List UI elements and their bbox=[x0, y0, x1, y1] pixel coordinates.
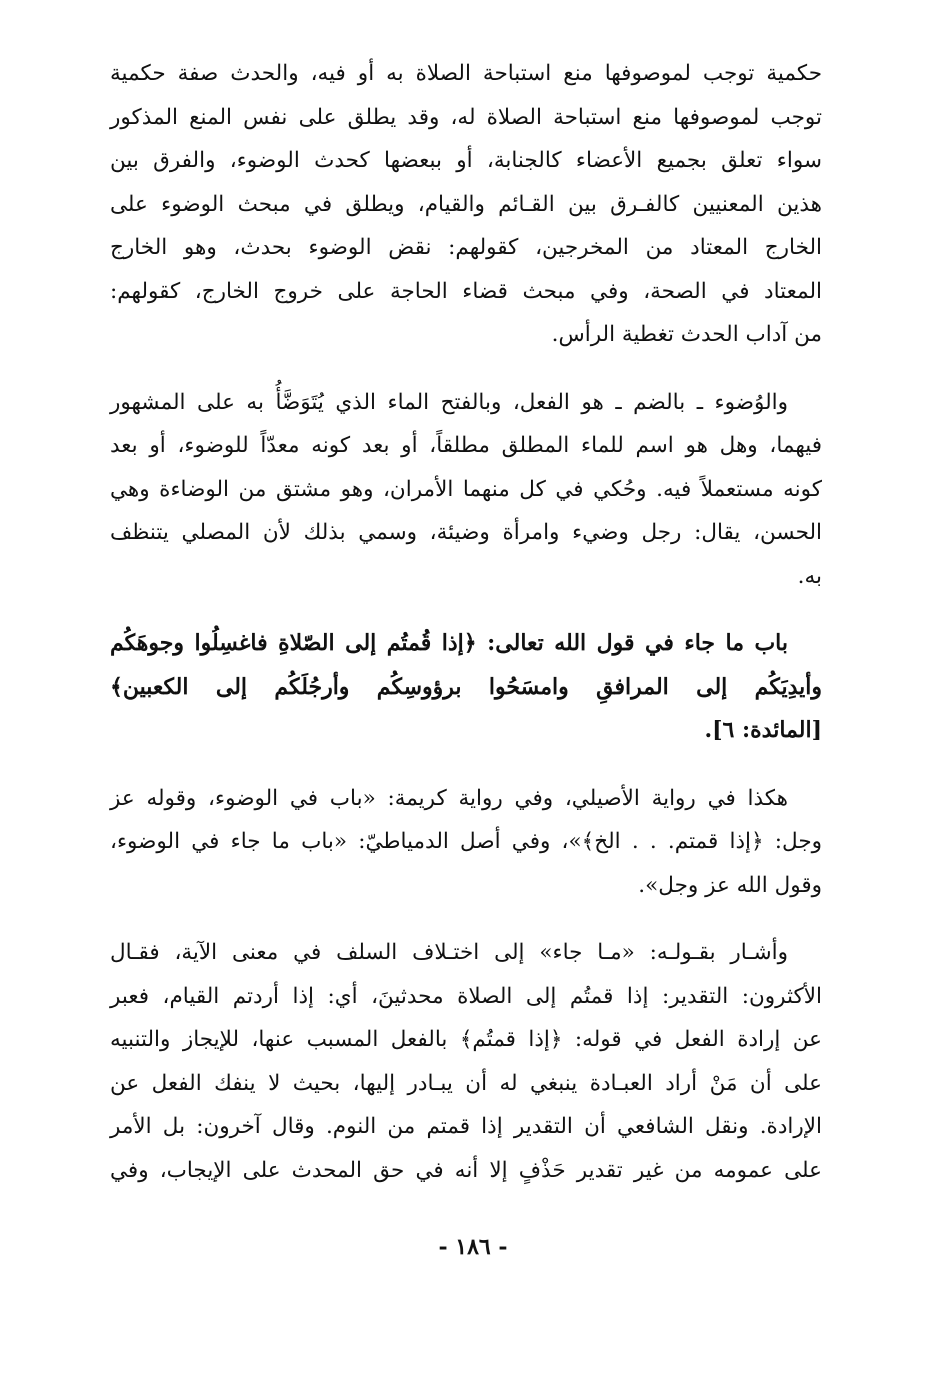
paragraph-gap bbox=[110, 598, 822, 622]
text-line: على عمومه من غير تقدير حَذْفٍ إلا أنه في حق المحدث على الإيجاب، وفي bbox=[110, 1157, 822, 1183]
text-line: من آداب الحدث تغطية الرأس. bbox=[551, 322, 822, 347]
text-line: كونه مستعملاً فيه. وحُكي في كل منهما الأمران، وهو مشتق من الوضاءة وهي bbox=[110, 476, 822, 502]
text-line: وجل: ﴿إذا قمتم. . . الخ﴾»، وفي أصل الدمياطيّ: «باب ما جاء في الوضوء، bbox=[110, 829, 822, 854]
paragraph-gap bbox=[110, 357, 822, 381]
text-line: به. bbox=[797, 563, 822, 589]
text-line: حكمية توجب لموصوفها منع استباحة الصلاة به أو فيه، والحدث صفة حكمية bbox=[110, 61, 822, 86]
page-number: - ١٨٦ - bbox=[438, 1234, 508, 1260]
paragraph-1 bbox=[110, 52, 822, 357]
text-line: الأكثرون: التقدير: إذا قمتُم إلى الصلاة محدثينَ، أي: إذا أردتم القيام، فعبر bbox=[110, 983, 822, 1009]
text-line: [المائدة: ٦]. bbox=[704, 717, 822, 743]
text-line: على أن مَنْ أراد العبـادة ينبغي له أن يبـادر إليها، بحيث لا ينفك الفعل عن bbox=[110, 1070, 822, 1096]
text-line: وقول الله عز وجل». bbox=[638, 872, 822, 898]
text-line: عن إرادة الفعل في قوله: ﴿إذا قمتُم﴾ بالفعل المسبب عنها، للإيجاز والتنبيه bbox=[110, 1027, 822, 1052]
text-line: باب ما جاء في قول الله تعالى: ﴿إذا قُمتُم إلى الصّلاةِ فاغسِلُوا وجوهَكُم bbox=[110, 630, 788, 656]
text-line: توجب لموصوفها منع استباحة الصلاة له، وقد يطلق على نفس المنع المذكور bbox=[110, 104, 822, 130]
text-line: هذين المعنيين كالفـرق بين القـائم والقيام، ويطلق في مبحث الوضوء على bbox=[110, 191, 822, 217]
paragraph-gap bbox=[110, 907, 822, 931]
text-line: الحسن، يقال: رجل وضيء وامرأة وضيئة، وسمي بذلك لأن المصلي يتنظف bbox=[110, 520, 822, 545]
paragraph-3 bbox=[110, 777, 822, 908]
text-line: وأشـار بقـولـه: «مـا جاء» إلى اختـلاف السلف في معنى الآية، فقـال bbox=[110, 940, 788, 965]
text-line: المعتاد في الصحة، وفي مبحث قضاء الحاجة على خروج الخارج، كقولهم: bbox=[110, 278, 822, 304]
text-line: سواء تعلق بجميع الأعضاء كالجنابة، أو ببعضها كحدث الوضوء، والفرق بين bbox=[110, 148, 822, 173]
chapter-heading bbox=[110, 622, 822, 753]
text-line: الإرادة. ونقل الشافعي أن التقدير إذا قمتم من النوم. وقال آخرون: بل الأمر bbox=[110, 1114, 822, 1139]
paragraph-2 bbox=[110, 381, 822, 599]
text-line: فيهما، وهل هو اسم للماء المطلق مطلقاً، أو بعد كونه معدّاً للوضوء، أو بعد bbox=[110, 433, 822, 458]
text-line: هكذا في رواية الأصيلي، وفي رواية كريمة: «باب في الوضوء، وقوله عز bbox=[110, 785, 788, 811]
paragraph-4 bbox=[110, 931, 822, 1192]
page-body bbox=[110, 52, 822, 1192]
text-line: الخارج المعتاد من المخرجين، كقولهم: نقض الوضوء بحدث، وهو الخارج bbox=[110, 235, 822, 260]
paragraph-gap bbox=[110, 753, 822, 777]
text-line: وأيدِيَكُم إلى المرافقِ وامسَحُوا برؤوسِكُم وأرجُلَكُم إلى الكعبين﴾ bbox=[110, 673, 822, 700]
text-line: والوُضوء ـ بالضم ـ هو الفعل، وبالفتح الماء الذي يُتَوَضَّأُ به على المشهور bbox=[110, 389, 788, 415]
